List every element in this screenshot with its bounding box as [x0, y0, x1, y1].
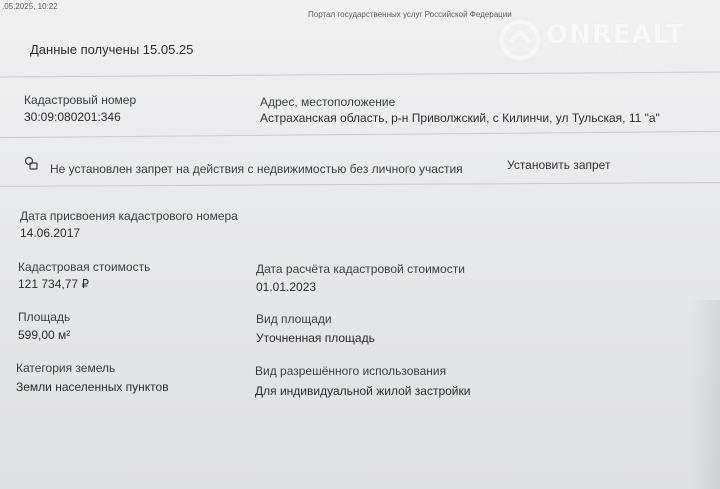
assignment-date-value: 14.06.2017	[20, 226, 81, 240]
page-shadow	[690, 300, 720, 489]
divider	[0, 182, 720, 187]
cadastral-value-value: 121 734,77 ₽	[18, 277, 90, 291]
watermark-brand: ONREALT	[546, 20, 685, 50]
watermark-logo	[496, 16, 706, 64]
lock-icon	[24, 156, 38, 170]
set-restriction-button[interactable]: Установить запрет	[507, 158, 611, 172]
data-received: Данные получены 15.05.25	[30, 42, 194, 57]
area-label: Площадь	[18, 310, 71, 324]
divider	[0, 131, 720, 138]
cadastral-number-label: Кадастровый номер	[24, 93, 137, 107]
divider	[0, 71, 720, 77]
print-datetime: .05.2025, 10:22	[2, 2, 58, 11]
restriction-text: Не установлен запрет на действия с недвижимостью без личного участия	[50, 162, 463, 176]
permitted-use-label: Вид разрешённого использования	[255, 364, 447, 378]
valuation-date-label: Дата расчёта кадастровой стоимости	[256, 262, 465, 276]
cadastral-value-label: Кадастровая стоимость	[18, 260, 151, 274]
area-type-label: Вид площади	[256, 312, 332, 326]
land-category-label: Категория земель	[16, 361, 116, 375]
area-type-value: Уточненная площадь	[256, 331, 375, 345]
assignment-date-label: Дата присвоения кадастрового номера	[20, 209, 238, 223]
portal-title: Портал государственных услуг Российской Федерации	[308, 10, 512, 19]
address-label: Адрес, местоположение	[260, 95, 396, 109]
watermark-sub: ДЕЛАЕМ МОЙ	[548, 50, 633, 59]
house-icon	[498, 18, 542, 62]
address-value: Астраханская область, р-н Приволжский, с Килинчи, ул Тульская, 11 "а"	[260, 111, 660, 125]
area-value: 599,00 м²	[18, 328, 71, 342]
land-category-value: Земли населенных пунктов	[16, 380, 169, 394]
cadastral-number-value: 30:09:080201:346	[24, 110, 121, 124]
permitted-use-value: Для индивидуальной жилой застройки	[255, 384, 471, 398]
valuation-date-value: 01.01.2023	[256, 280, 317, 294]
